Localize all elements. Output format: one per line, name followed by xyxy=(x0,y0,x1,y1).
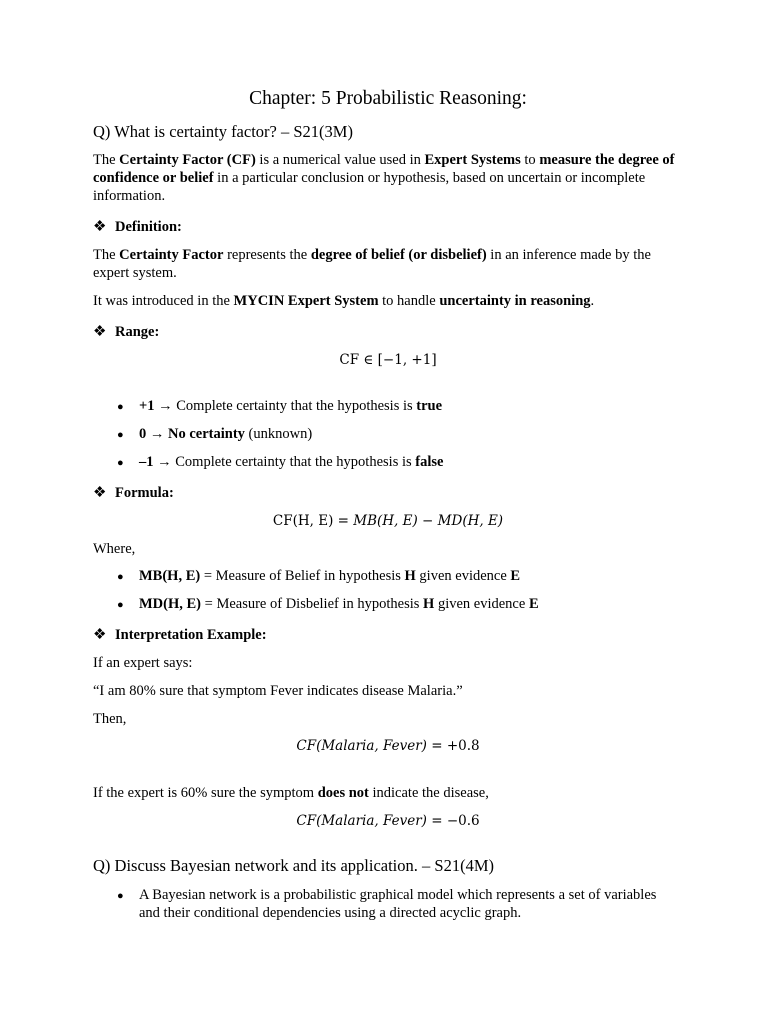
range-formula: CF ∈ [−1, +1] xyxy=(339,352,437,368)
question-certainty-factor: Q) What is certainty factor? – S21(3M) xyxy=(93,122,353,141)
mb-h: H xyxy=(404,568,416,584)
formula-mb-args: (H, E) xyxy=(377,513,418,529)
negative-text: indicate the disease, xyxy=(368,785,489,801)
example-equation-positive xyxy=(93,737,683,755)
intro-bold-expert-systems: Expert Systems xyxy=(424,152,521,168)
mycin-text: to handle xyxy=(378,293,440,309)
example-then: Then, xyxy=(93,711,127,727)
md-bold: MD(H, E) xyxy=(139,596,202,612)
example-negative-intro xyxy=(93,784,489,802)
chapter-title: Chapter: 5 Probabilistic Reasoning: xyxy=(249,88,527,109)
example-equation-negative xyxy=(93,812,683,830)
range-heading-text: Range: xyxy=(115,324,160,340)
md-definition xyxy=(139,595,539,613)
formula-md-args: (H, E) xyxy=(462,513,504,529)
bullet-icon: ● xyxy=(117,429,124,441)
where-label: Where, xyxy=(93,541,136,557)
intro-text: The xyxy=(93,152,120,168)
mycin-bold: uncertainty in reasoning xyxy=(439,293,591,309)
diamond-icon: ❖ xyxy=(93,485,107,501)
bayesian-definition: A Bayesian network is a probabilistic graphical model which represents a set of variables and their conditional dependencies using a directed acyclic graph. xyxy=(139,887,657,921)
range-item-bold: –1 xyxy=(139,454,154,470)
range-item-plus-one xyxy=(139,397,442,415)
definition-bold: degree of belief (or disbelief) xyxy=(310,247,487,263)
md-text: = Measure of Disbelief in hypothesis xyxy=(201,596,424,612)
definition-text: The xyxy=(93,247,120,263)
definition-text: in an inference made by the expert system. xyxy=(93,247,651,281)
intro-paragraph xyxy=(93,151,681,205)
formula-mb: MB xyxy=(353,513,378,529)
equation-value: = +0.8 xyxy=(426,738,480,754)
intro-text: to xyxy=(520,152,540,168)
example-heading xyxy=(93,626,267,644)
diamond-icon: ❖ xyxy=(93,324,107,340)
equation-function: CF(Malaria, Fever) xyxy=(296,813,427,829)
formula-heading xyxy=(93,484,174,502)
range-item-bold: +1 xyxy=(139,398,155,414)
equation-value: = −0.6 xyxy=(426,813,480,829)
range-item-bold: true xyxy=(416,398,443,414)
mycin-text: It was introduced in the xyxy=(93,293,234,309)
formula-minus: − xyxy=(417,513,438,529)
question-bayesian-network: Q) Discuss Bayesian network and its application. – S21(4M) xyxy=(93,856,494,875)
formula-lhs: CF(H, E) = xyxy=(272,513,354,529)
example-heading-text: Interpretation Example: xyxy=(115,627,267,643)
mycin-paragraph xyxy=(93,292,594,310)
bullet-icon: ● xyxy=(117,599,124,611)
mb-bold: MB(H, E) xyxy=(139,568,201,584)
formula-md: MD xyxy=(437,513,463,529)
mycin-bold: MYCIN Expert System xyxy=(233,293,379,309)
formula-heading-text: Formula: xyxy=(115,485,174,501)
range-item-text: → Complete certainty that the hypothesis is xyxy=(153,454,416,470)
range-item-minus-one xyxy=(139,453,443,471)
diamond-icon: ❖ xyxy=(93,627,107,643)
intro-bold-cf: Certainty Factor (CF) xyxy=(119,152,256,168)
definition-heading xyxy=(93,218,182,236)
mb-text: given evidence xyxy=(415,568,511,584)
range-heading xyxy=(93,323,159,341)
diamond-icon: ❖ xyxy=(93,219,107,235)
intro-bold-measure: measure the degree of confidence or belief xyxy=(93,152,675,186)
example-quote: “I am 80% sure that symptom Fever indicates disease Malaria.” xyxy=(93,683,463,699)
bullet-icon: ● xyxy=(117,890,124,902)
negative-text: If the expert is 60% sure the symptom xyxy=(93,785,318,801)
equation-function: CF(Malaria, Fever) xyxy=(296,738,427,754)
bullet-icon: ● xyxy=(117,401,124,413)
cf-formula xyxy=(93,512,683,530)
definition-text: represents the xyxy=(223,247,311,263)
definition-heading-text: Definition: xyxy=(115,219,182,235)
definition-bold: Certainty Factor xyxy=(119,247,224,263)
bullet-icon: ● xyxy=(117,571,124,583)
intro-text: is a numerical value used in xyxy=(255,152,425,168)
range-item-text: → Complete certainty that the hypothesis is xyxy=(154,398,417,414)
md-e: E xyxy=(528,596,539,612)
range-item-text: (unknown) xyxy=(244,426,313,442)
range-item-zero xyxy=(139,425,312,443)
range-item-bold: false xyxy=(415,454,444,470)
md-h: H xyxy=(423,596,435,612)
mycin-text: . xyxy=(590,293,595,309)
bullet-icon: ● xyxy=(117,457,124,469)
mb-text: = Measure of Belief in hypothesis xyxy=(200,568,405,584)
range-item-bold: 0 → No certainty xyxy=(139,426,245,442)
example-intro: If an expert says: xyxy=(93,655,193,671)
definition-paragraph xyxy=(93,246,681,282)
negative-bold: does not xyxy=(317,785,369,801)
md-text: given evidence xyxy=(434,596,529,612)
intro-text: in a particular conclusion or hypothesis, based on uncertain or incomplete information. xyxy=(93,170,646,204)
mb-e: E xyxy=(510,568,521,584)
mb-definition xyxy=(139,567,520,585)
